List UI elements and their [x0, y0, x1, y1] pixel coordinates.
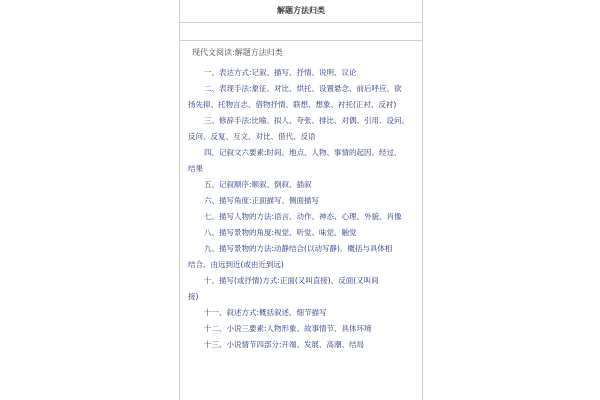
text-line-14: 十、描写(或抒情)方式:正面(又叫直接)、反面(又叫间 [204, 276, 379, 285]
text-line-1: 一、表达方式:记叙、描写、抒情、说明、议论 [204, 68, 357, 77]
blank-table-row [180, 23, 422, 41]
text-line-15: 接) [188, 292, 199, 301]
text-line-2: 二、表现手法:象征、对比、烘托、设置悬念、前后呼应、欲 [204, 84, 402, 93]
text-line-9: 六、描写角度:正面描写、侧面描写 [204, 196, 320, 205]
text-line-11: 八、描写景物的角度:视觉、听觉、味觉、触觉 [204, 228, 357, 237]
text-line-8: 五、记叙顺序:顺叙、倒叙、插叙 [204, 180, 312, 189]
text-line-10: 七、描写人物的方法:语言、动作、神态、心理、外貌、肖像 [204, 212, 402, 221]
text-line-6: 四、记叙文六要素:时间、地点、人物、事情的起因、经过、 [204, 148, 402, 157]
document-content [180, 41, 422, 353]
text-line-16: 十一、叙述方式:概括叙述、细节描写 [204, 308, 327, 317]
document-panel [179, 0, 423, 400]
document-subtitle: 现代文阅读:解题方法归类 [192, 48, 283, 57]
text-line-17: 十二、小说三要素:人物形象、故事情节、具体环境 [204, 324, 372, 333]
text-line-12: 九、描写景物的方法:动静结合(以动写静)、概括与具体相 [204, 244, 393, 253]
text-line-18: 十三、小说情节四部分:开端、发展、高潮、结局 [204, 340, 365, 349]
text-line-7: 结果 [188, 164, 203, 173]
text-line-13: 结合、由远到近(或由近到远) [188, 260, 284, 269]
text-line-3: 扬先抑、托物言志、借物抒情、联想、想象、衬托(正衬、反衬) [188, 100, 397, 109]
text-line-5: 反问、反复、互文、对比、借代、反语 [188, 132, 316, 141]
text-line-4: 三、修辞手法:比喻、拟人、夸张、排比、对偶、引用、设问、 [204, 116, 410, 125]
document-title: 解题方法归类 [180, 0, 422, 23]
